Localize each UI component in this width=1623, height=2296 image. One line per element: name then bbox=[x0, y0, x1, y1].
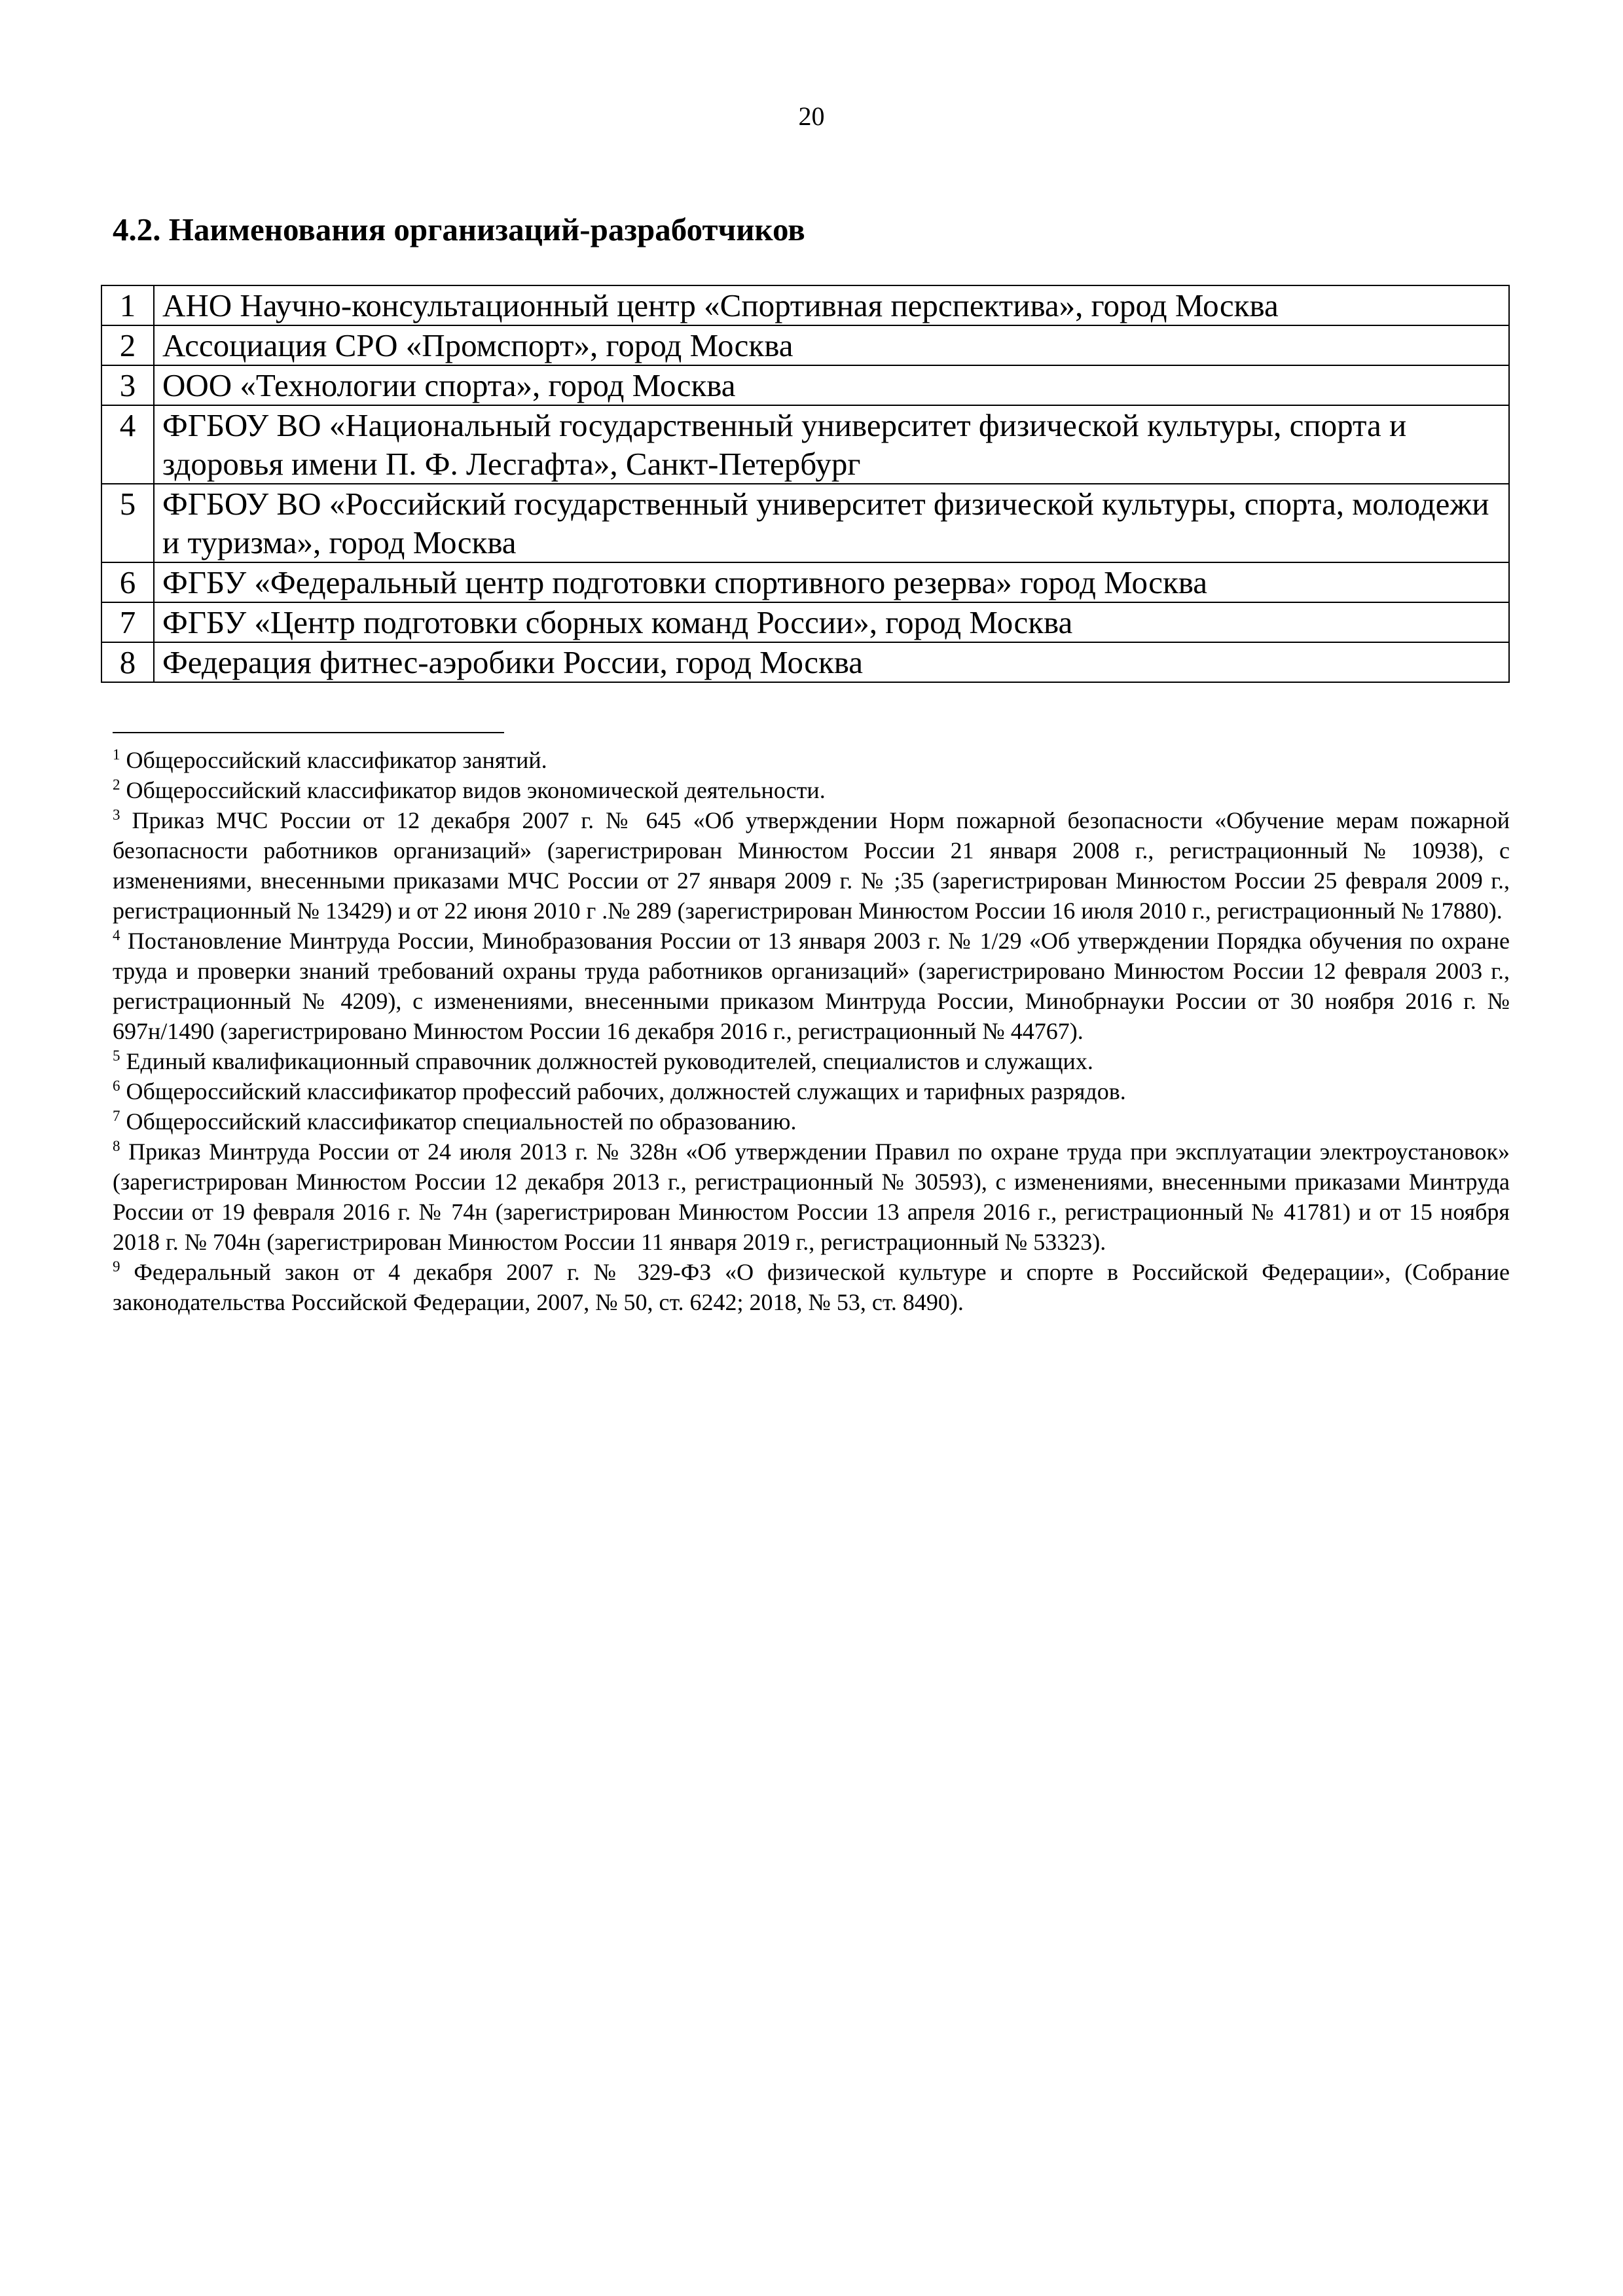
organization-name: ФГБУ «Центр подготовки сборных команд России», город Москва bbox=[154, 602, 1509, 642]
row-number: 2 bbox=[101, 325, 154, 365]
organizations-table bbox=[101, 285, 1510, 683]
organization-name: АНО Научно-консультационный центр «Спортивная перспектива», город Москва bbox=[154, 285, 1509, 325]
footnote-text: Приказ Минтруда России от 24 июля 2013 г. № 328н «Об утверждении Правил по охране труда при эксплуатации электроустановок» (зарегистрирован Минюстом России 12 декабря 2013 г., регистрационный № 30593), с изменениями, внесенными приказами Минтруда России от 19 февраля 2016 г. № 74н (зарегистрирован Минюстом России 13 апреля 2016 г., регистрационный № 41781) и от 15 ноября 2018 г. № 704н (зарегистрирован Минюстом России 11 января 2019 г., регистрационный № 53323). bbox=[113, 1139, 1510, 1255]
row-number: 5 bbox=[101, 484, 154, 562]
row-number: 3 bbox=[101, 365, 154, 405]
footnote-marker: 1 bbox=[113, 746, 120, 763]
row-number: 7 bbox=[101, 602, 154, 642]
footnote-text: Единый квалификационный справочник должностей руководителей, специалистов и служащих. bbox=[126, 1048, 1093, 1074]
footnote-text: Общероссийский классификатор профессий рабочих, должностей служащих и тарифных разрядов. bbox=[126, 1078, 1126, 1104]
page-number: 20 bbox=[798, 101, 825, 131]
footnote-marker: 3 bbox=[113, 807, 120, 823]
footnote bbox=[113, 775, 1510, 805]
footnote bbox=[113, 926, 1510, 1046]
table-row bbox=[101, 602, 1509, 642]
footnote-text: Общероссийский классификатор занятий. bbox=[126, 747, 547, 773]
section-title: 4.2. Наименования организаций-разработчиков bbox=[113, 211, 805, 247]
table-row bbox=[101, 325, 1509, 365]
organization-name: ФГБОУ ВО «Национальный государственный университет физической культуры, спорта и здоровья имени П. Ф. Лесгафта», Санкт-Петербург bbox=[154, 405, 1509, 484]
footnote bbox=[113, 745, 1510, 775]
organization-name: ФГБУ «Федеральный центр подготовки спортивного резерва» город Москва bbox=[154, 562, 1509, 602]
table-row bbox=[101, 365, 1509, 405]
row-number: 8 bbox=[101, 642, 154, 682]
footnote-marker: 6 bbox=[113, 1078, 120, 1094]
footnote bbox=[113, 1106, 1510, 1137]
table-row bbox=[101, 484, 1509, 562]
footnote-text: Приказ МЧС России от 12 декабря 2007 г. № 645 «Об утверждении Норм пожарной безопасности «Обучение мерам пожарной безопасности работников организаций» (зарегистрирован Минюстом России 21 января 2008 г., регистрационный № 10938), с изменениями, внесенными приказами МЧС России от 27 января 2009 г. № ;35 (зарегистрирован Минюстом России 25 февраля 2009 г., регистрационный № 13429) и от 22 июня 2010 г .№ 289 (зарегистрирован Минюстом России 16 июля 2010 г., регистрационный № 17880). bbox=[113, 807, 1510, 924]
footnote-marker: 9 bbox=[113, 1258, 120, 1275]
table-row bbox=[101, 642, 1509, 682]
row-number: 1 bbox=[101, 285, 154, 325]
table-row bbox=[101, 405, 1509, 484]
footnote-text: Федеральный закон от 4 декабря 2007 г. № 329-ФЗ «О физической культуре и спорте в Российской Федерации», (Собрание законодательства Российской Федерации, 2007, № 50, ст. 6242; 2018, № 53, ст. 8490). bbox=[113, 1259, 1510, 1315]
table-row bbox=[101, 562, 1509, 602]
row-number: 4 bbox=[101, 405, 154, 484]
footnote bbox=[113, 1076, 1510, 1106]
footnote-text: Постановление Минтруда России, Минобразования России от 13 января 2003 г. № 1/29 «Об утверждении Порядка обучения по охране труда и проверки знаний требований охраны труда работников организаций» (зарегистрировано Минюстом России 12 февраля 2003 г., регистрационный № 4209), с изменениями, внесенными приказом Минтруда России, Минобрнауки России от 30 ноября 2016 г. № 697н/1490 (зарегистрировано Минюстом России 16 декабря 2016 г., регистрационный № 44767). bbox=[113, 928, 1510, 1044]
footnote bbox=[113, 805, 1510, 926]
row-number: 6 bbox=[101, 562, 154, 602]
footnote-marker: 2 bbox=[113, 776, 120, 793]
organization-name: ООО «Технологии спорта», город Москва bbox=[154, 365, 1509, 405]
footnote-marker: 4 bbox=[113, 927, 120, 943]
footnote bbox=[113, 1257, 1510, 1317]
footnote-marker: 7 bbox=[113, 1108, 120, 1124]
organization-name: Федерация фитнес-аэробики России, город Москва bbox=[154, 642, 1509, 682]
footnote-separator bbox=[113, 732, 504, 733]
footnote-text: Общероссийский классификатор специальностей по образованию. bbox=[126, 1108, 797, 1135]
footnote bbox=[113, 1137, 1510, 1257]
footnote-marker: 5 bbox=[113, 1048, 120, 1064]
footnote bbox=[113, 1046, 1510, 1076]
footnotes bbox=[113, 745, 1510, 1317]
footnote-marker: 8 bbox=[113, 1138, 120, 1154]
table-row bbox=[101, 285, 1509, 325]
organization-name: ФГБОУ ВО «Российский государственный университет физической культуры, спорта, молодежи и туризма», город Москва bbox=[154, 484, 1509, 562]
footnote-text: Общероссийский классификатор видов экономической деятельности. bbox=[126, 777, 826, 803]
organization-name: Ассоциация СРО «Промспорт», город Москва bbox=[154, 325, 1509, 365]
